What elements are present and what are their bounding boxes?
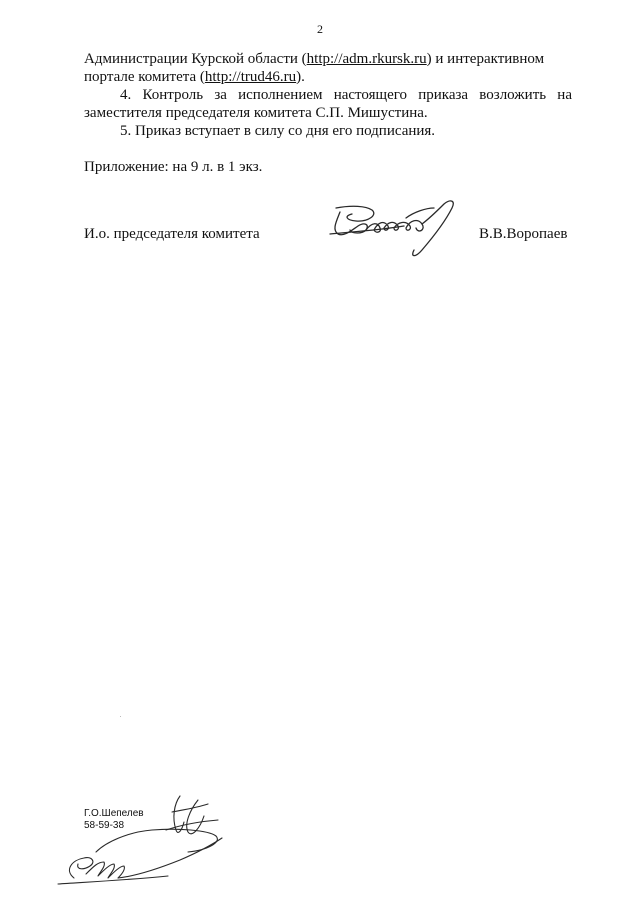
trud46-link[interactable]: http://trud46.ru <box>204 69 297 85</box>
signatory-position: И.о. председателя комитета <box>84 226 260 242</box>
document-body <box>84 50 572 140</box>
item-5-effective-date: 5. Приказ вступает в силу со дня его подписания. <box>120 123 436 139</box>
signature-image <box>322 196 464 262</box>
text-fragment: ) и интерактивном <box>426 51 545 67</box>
executor-signature-image <box>48 790 228 888</box>
signatory-name: В.В.Воропаев <box>479 226 568 242</box>
executor-phone: 58-59-38 <box>84 820 125 831</box>
executor-name: Г.О.Шепелев <box>84 808 144 819</box>
paragraph-continuation-line-1 <box>84 50 572 68</box>
scan-speck <box>120 716 121 717</box>
text-fragment: портале комитета ( <box>84 69 205 85</box>
appendix-note: Приложение: на 9 л. в 1 экз. <box>84 159 263 175</box>
text-fragment: ). <box>296 69 305 85</box>
paragraph-continuation-line-2 <box>84 68 572 86</box>
adm-rkursk-link[interactable]: http://adm.rkursk.ru <box>306 51 427 67</box>
item-4-control: 4. Контроль за исполнением настоящего приказа возложить на заместителя председателя комитета С.П. Мишустина. <box>84 87 572 121</box>
page-number: 2 <box>317 22 323 36</box>
text-fragment: Администрации Курской области ( <box>84 51 307 67</box>
